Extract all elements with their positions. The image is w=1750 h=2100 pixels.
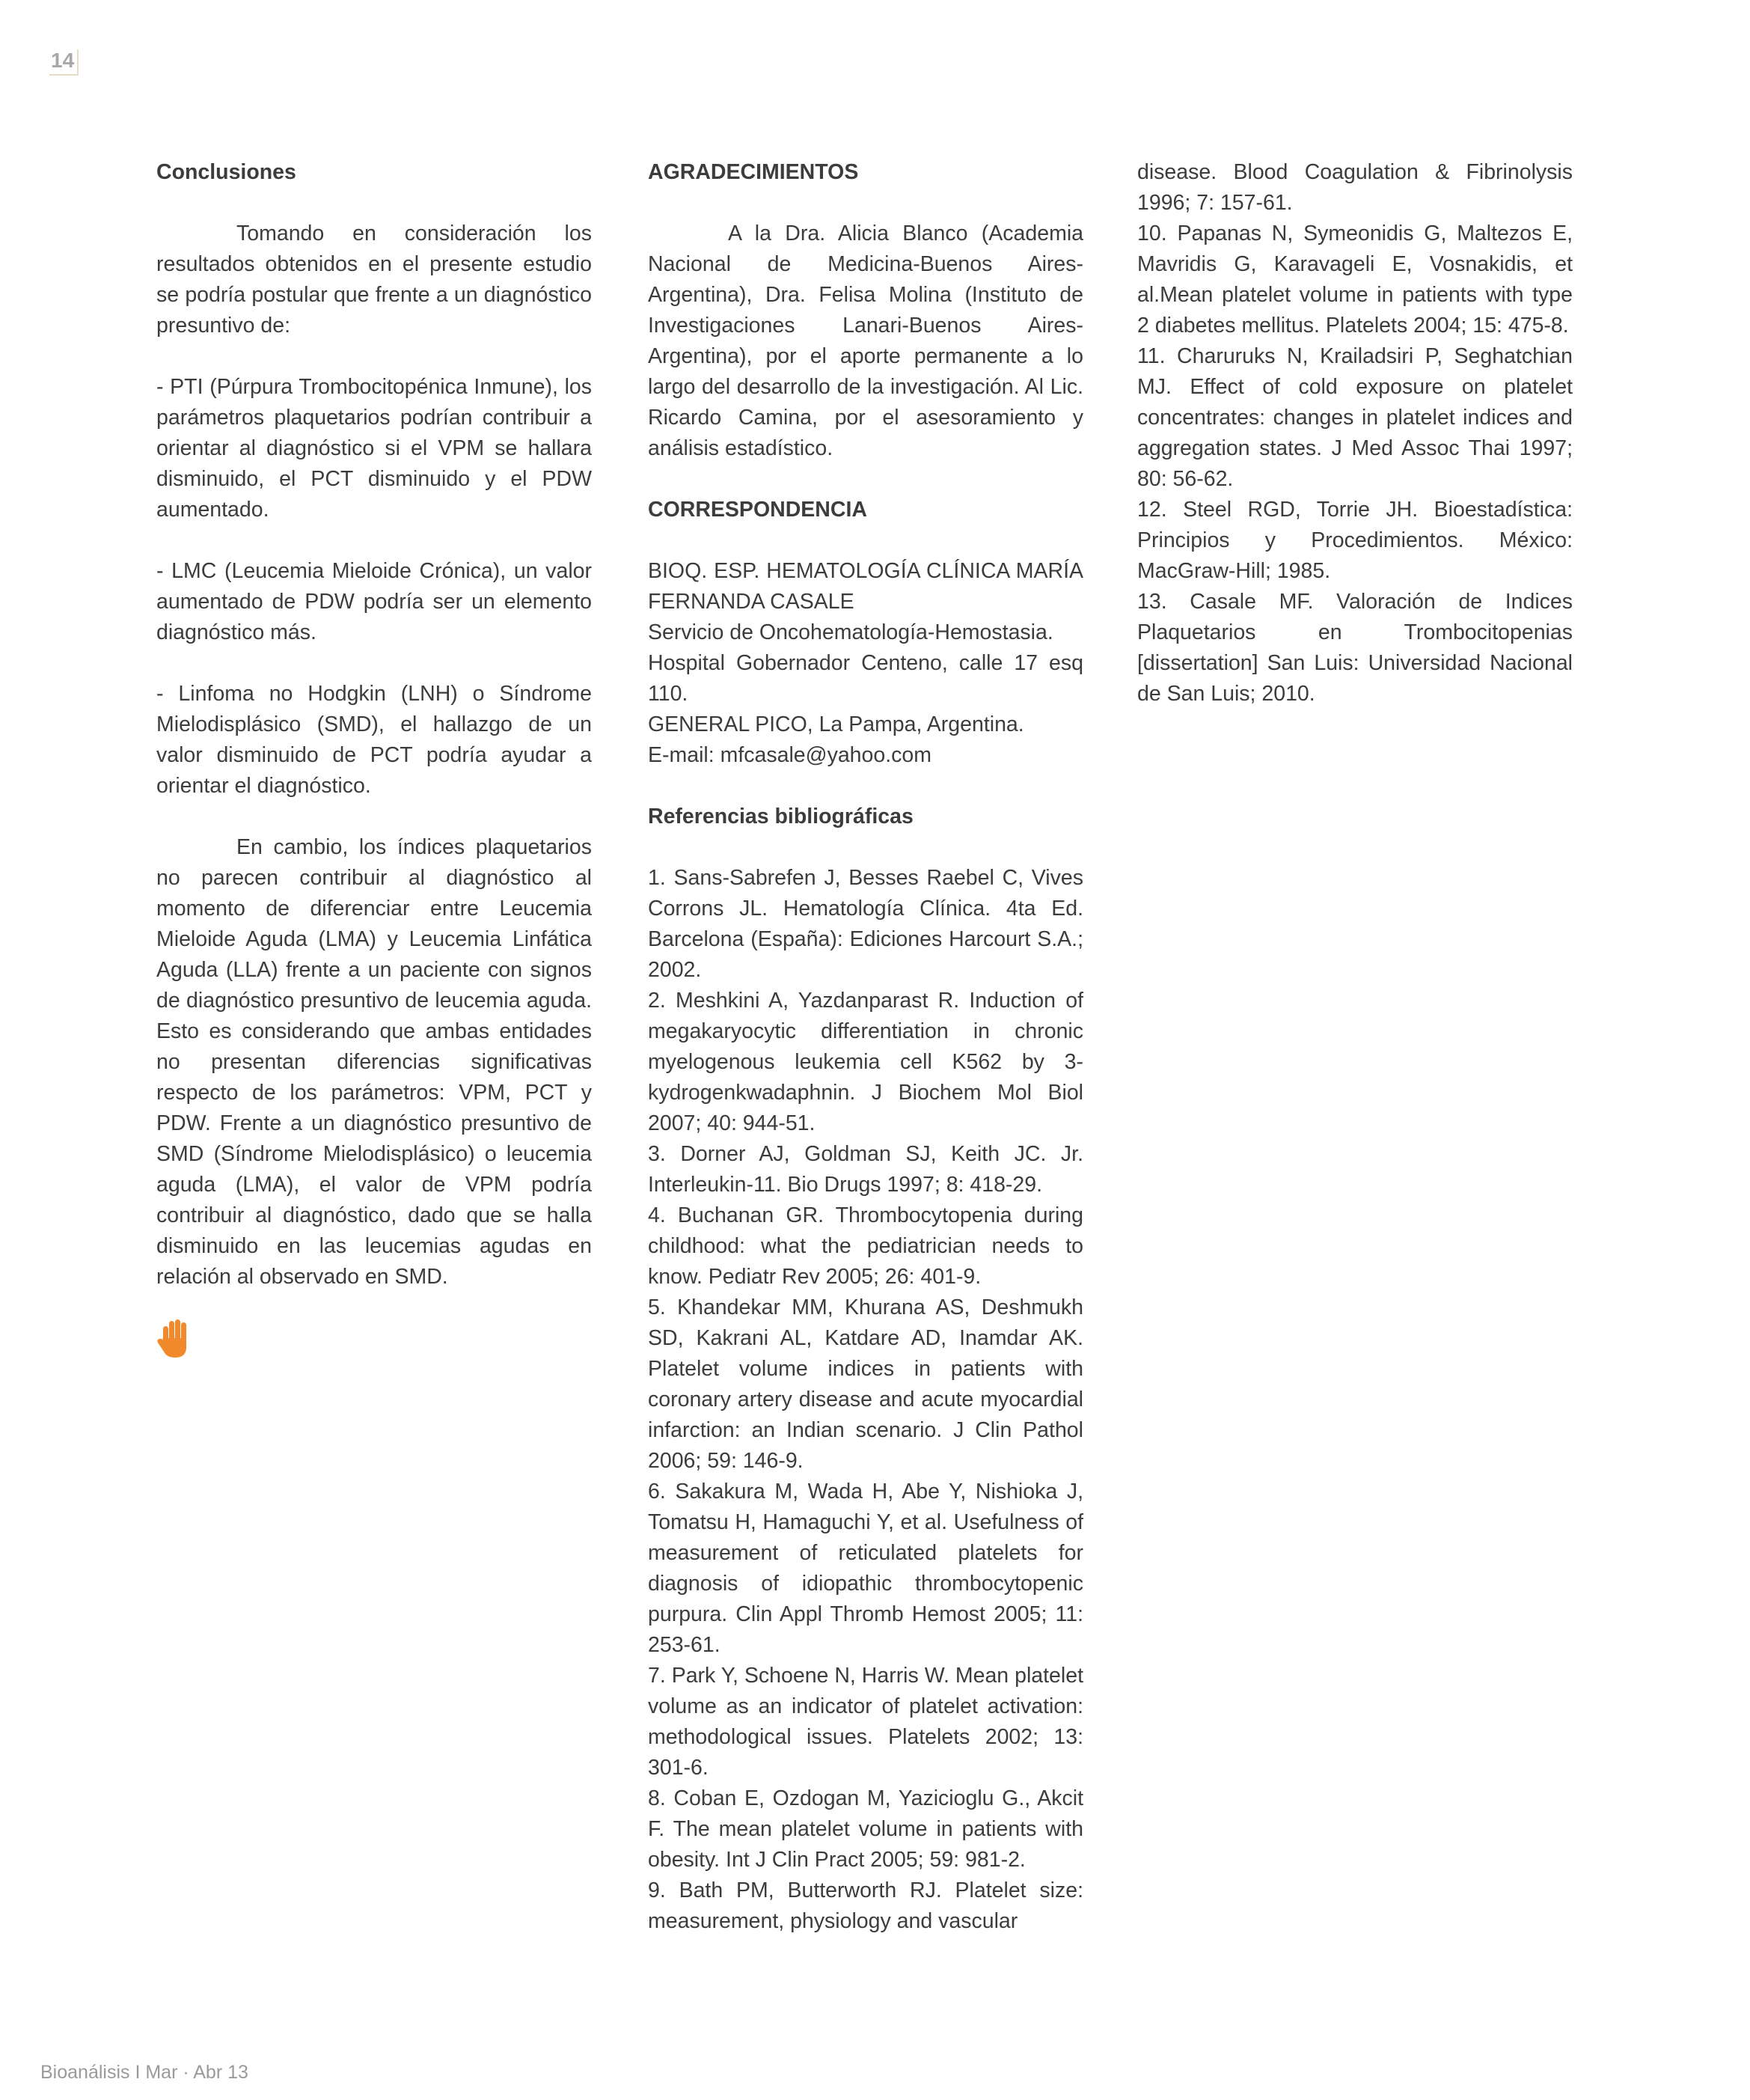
acknowledgements-heading: AGRADECIMIENTOS: [648, 160, 859, 184]
reference-item: 1. Sans-Sabrefen J, Besses Raebel C, Vives Corrons JL. Hematología Clínica. 4ta Ed. Barcelona (España): Ediciones Harcourt S.A.; 2002.: [648, 866, 1083, 982]
correspondence-heading: CORRESPONDENCIA: [648, 498, 867, 522]
reference-item: 13. Casale MF. Valoración de Indices Plaquetarios en Trombocitopenias [dissertation] San Luis: Universidad Nacional de San Luis; 2010.: [1137, 590, 1573, 706]
column-acknowledgements-references: [648, 157, 1083, 1937]
reference-item: 6. Sakakura M, Wada H, Abe Y, Nishioka J, Tomatsu H, Hamaguchi Y, et al. Usefulness of measurement of reticulated platelets for diagnosis of idiopathic thrombocytopenic purpura. Clin Appl Thromb Hemost 2005; 11: 253-61.: [648, 1480, 1083, 1657]
reference-item: 5. Khandekar MM, Khurana AS, Deshmukh SD, Kakrani AL, Katdare AD, Inamdar AK. Platelet volume indices in patients with coronary artery disease and acute myocardial infarction: an Indian scenario. J Clin Pathol 2006; 59: 146-9.: [648, 1295, 1083, 1473]
reference-item: 2. Meshkini A, Yazdanparast R. Induction of megakaryocytic differentiation in chronic myelogenous leukemia cell K562 by 3-kydrogenkwadaphnin. J Biochem Mol Biol 2007; 40: 944-51.: [648, 989, 1083, 1135]
correspondence-email: E-mail: mfcasale@yahoo.com: [648, 743, 931, 767]
correspondence-city: GENERAL PICO, La Pampa, Argentina.: [648, 712, 1024, 736]
conclusions-heading: Conclusiones: [156, 160, 296, 184]
reference-item: 12. Steel RGD, Torrie JH. Bioestadística: Principios y Procedimientos. México: MacGraw-Hill; 1985.: [1137, 498, 1573, 583]
footer-publication: Bioanálisis I Mar · Abr 13: [40, 2062, 248, 2083]
conclusion-lmc: - LMC (Leucemia Mieloide Crónica), un valor aumentado de PDW podría ser un elemento diagnóstico más.: [156, 559, 592, 644]
acknowledgements-text: A la Dra. Alicia Blanco (Academia Nacional de Medicina-Buenos Aires-Argentina), Dra. Felisa Molina (Instituto de Investigaciones Lanari-Buenos Aires-Argentina), por el aporte permanente a lo largo del desarrollo de la investigación. Al Lic. Ricardo Camina, por el asesoramiento y análisis estadístico.: [648, 222, 1083, 460]
reference-item: 7. Park Y, Schoene N, Harris W. Mean platelet volume as an indicator of platelet activation: methodological issues. Platelets 2002; 13: 301-6.: [648, 1664, 1083, 1780]
reference-item: 10. Papanas N, Symeonidis G, Maltezos E, Mavridis G, Karavageli E, Vosnakidis, et al.Mean platelet volume in patients with type 2 diabetes mellitus. Platelets 2004; 15: 475-8.: [1137, 222, 1573, 338]
page-number: 14: [49, 49, 79, 76]
conclusion-lnh-smd: - Linfoma no Hodgkin (LNH) o Síndrome Mielodisplásico (SMD), el hallazgo de un valor disminuido de PCT podría ayudar a orientar el diagnóstico.: [156, 682, 592, 798]
conclusion-pti: - PTI (Púrpura Trombocitopénica Inmune), los parámetros plaquetarios podrían contribuir a orientar al diagnóstico si el VPM se hallara disminuido, el PCT disminuido y el PDW aumentado.: [156, 375, 592, 522]
column-conclusions: [156, 157, 592, 1359]
correspondence-service: Servicio de Oncohematología-Hemostasia.: [648, 620, 1053, 644]
conclusions-intro: Tomando en consideración los resultados obtenidos en el presente estudio se podría postular que frente a un diagnóstico presuntivo de:: [156, 222, 592, 338]
correspondence-name: BIOQ. ESP. HEMATOLOGÍA CLÍNICA MARÍA FERNANDA CASALE: [648, 559, 1083, 614]
conclusion-leukemia: En cambio, los índices plaquetarios no parecen contribuir al diagnóstico al momento de diferenciar entre Leucemia Mieloide Aguda (LMA) y Leucemia Linfática Aguda (LLA) frente a un paciente con signos de diagnóstico presuntivo de leucemia aguda. Esto es considerando que ambas entidades no presentan diferencias significativas respecto de los parámetros: VPM, PCT y PDW. Frente a un diagnóstico presuntivo de SMD (Síndrome Mielodisplásico) o leucemia aguda (LMA), el valor de VPM podría contribuir al diagnóstico, dado que se halla disminuido en las leucemias agudas en relación al observado en SMD.: [156, 835, 592, 1289]
reference-item: 4. Buchanan GR. Thrombocytopenia during childhood: what the pediatrician needs to know. Pediatr Rev 2005; 26: 401-9.: [648, 1203, 1083, 1289]
reference-item: 8. Coban E, Ozdogan M, Yazicioglu G., Akcit F. The mean platelet volume in patients with obesity. Int J Clin Pract 2005; 59: 981-2.: [648, 1786, 1083, 1872]
column-references-continued: [1137, 157, 1573, 709]
correspondence-hospital: Hospital Gobernador Centeno, calle 17 esq 110.: [648, 651, 1083, 706]
reference-item: disease. Blood Coagulation & Fibrinolysis 1996; 7: 157-61.: [1137, 160, 1573, 215]
references-heading: Referencias bibliográficas: [648, 805, 914, 828]
reference-item: 3. Dorner AJ, Goldman SJ, Keith JC. Jr. Interleukin-11. Bio Drugs 1997; 8: 418-29.: [648, 1142, 1083, 1197]
reference-item: 11. Charuruks N, Krailadsiri P, Seghatchian MJ. Effect of cold exposure on platelet concentrates: changes in platelet indices and aggregation states. J Med Assoc Thai 1997; 80: 56-62.: [1137, 344, 1573, 491]
reference-item: 9. Bath PM, Butterworth RJ. Platelet size: measurement, physiology and vascular: [648, 1878, 1083, 1933]
raised-hand-icon: [156, 1319, 194, 1359]
